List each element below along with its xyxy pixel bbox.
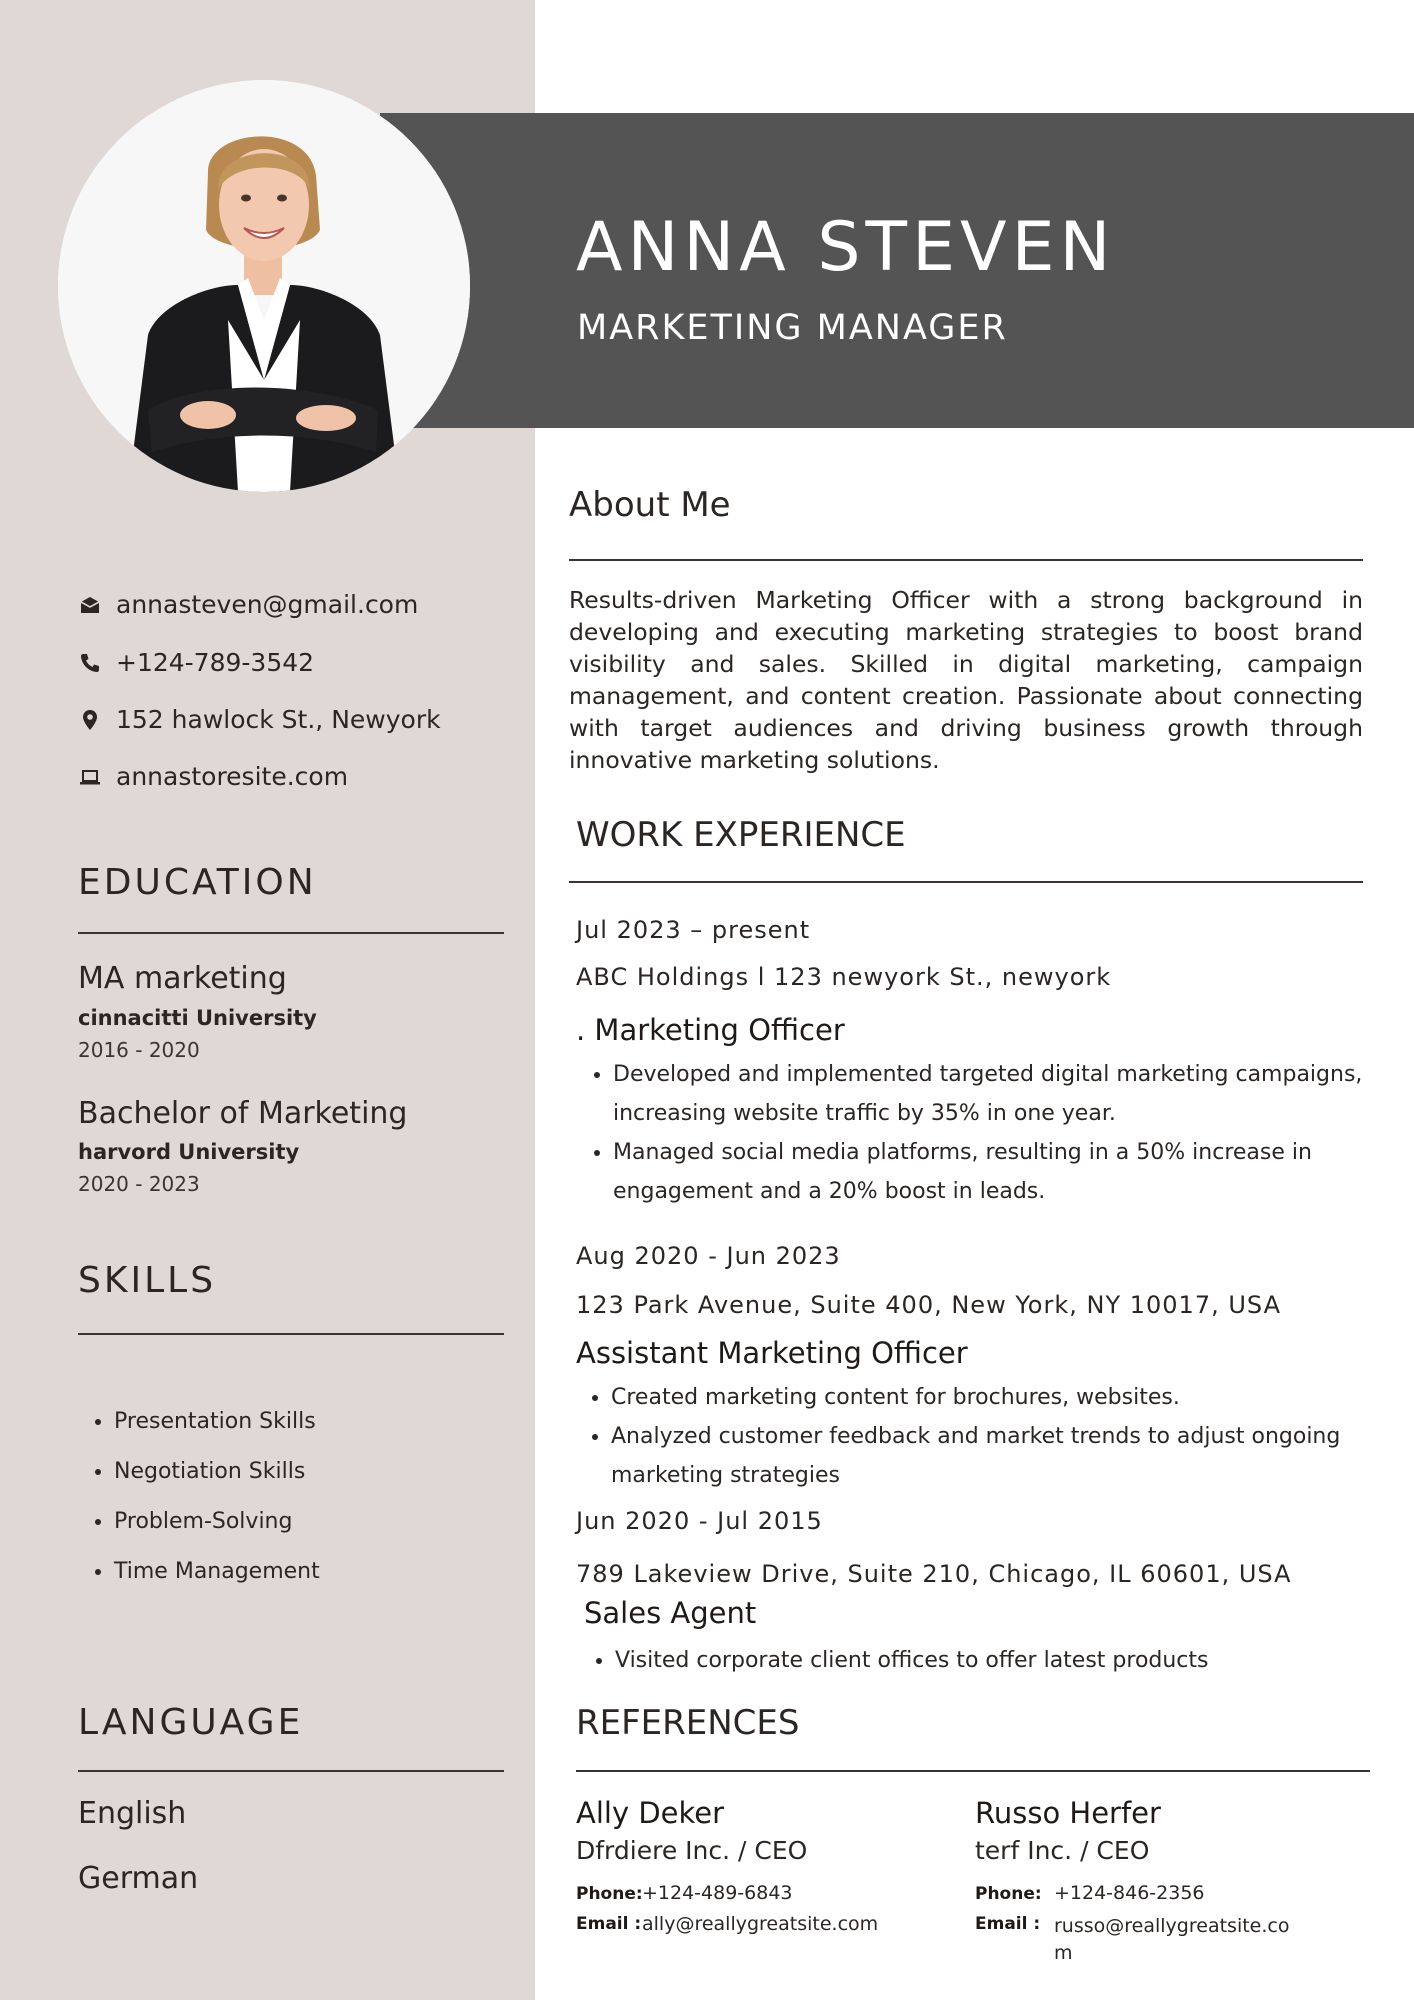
reference-company: terf Inc. / CEO <box>975 1836 1150 1865</box>
work-experience-divider <box>569 881 1363 883</box>
location-pin-icon <box>78 708 102 732</box>
job-bullets <box>615 1641 1375 1680</box>
about-divider <box>569 559 1363 561</box>
language-item: English <box>78 1796 187 1831</box>
reference-phone[interactable]: +124-846-2356 <box>1054 1882 1205 1904</box>
language-divider <box>78 1770 504 1772</box>
job-company: ABC Holdings l 123 newyork St., newyork <box>576 963 1112 991</box>
education-years: 2020 - 2023 <box>78 1172 200 1196</box>
job-date: Jul 2023 – present <box>576 916 811 944</box>
skill-item: • Time Management <box>114 1556 320 1606</box>
language-item: German <box>78 1861 199 1896</box>
reference-email-label: Email : <box>975 1914 1041 1934</box>
job-bullet: • Visited corporate client offices to offer latest products <box>615 1641 1375 1680</box>
envelope-icon <box>78 593 102 617</box>
reference-company: Dfrdiere Inc. / CEO <box>576 1836 808 1865</box>
job-company: 789 Lakeview Drive, Suite 210, Chicago, IL 60601, USA <box>576 1560 1292 1588</box>
candidate-role: MARKETING MANAGER <box>577 308 1008 348</box>
education-school: harvord University <box>78 1140 300 1164</box>
reference-email-label: Email : <box>576 1914 642 1934</box>
job-bullet: • Analyzed customer feedback and market trends to adjust ongoing marketing strategies <box>611 1417 1371 1495</box>
phone-icon <box>78 651 102 675</box>
job-bullet: • Managed social media platforms, resulting in a 50% increase in engagement and a 20% boost in leads. <box>613 1133 1373 1211</box>
contact-phone[interactable] <box>78 648 314 677</box>
skills-heading: SKILLS <box>78 1260 217 1301</box>
skills-list <box>114 1406 320 1606</box>
job-bullet: • Developed and implemented targeted digital marketing campaigns, increasing website traffic by 35% in one year. <box>613 1055 1373 1133</box>
education-divider <box>78 932 504 934</box>
contact-phone-text: +124-789-3542 <box>116 648 315 677</box>
references-heading: REFERENCES <box>576 1703 800 1743</box>
skill-item: • Presentation Skills <box>114 1406 320 1456</box>
job-date: Aug 2020 - Jun 2023 <box>576 1242 841 1270</box>
contact-address-text: 152 hawlock St., Newyork <box>116 705 441 734</box>
contact-website[interactable] <box>78 762 348 791</box>
education-heading: EDUCATION <box>78 862 317 903</box>
about-text: Results-driven Marketing Officer with a strong background in developing and executing marketing strategies to boost brand visibility and sales. Skilled in digital marketing, campaign management, and content creation. Passionate about connecting with target audiences and driving business growth through innovative marketing solutions. <box>569 586 1363 774</box>
work-experience-heading: WORK EXPERIENCE <box>576 815 906 855</box>
job-bullet: • Created marketing content for brochures, websites. <box>611 1378 1371 1417</box>
reference-phone-label: Phone: <box>576 1884 643 1904</box>
candidate-name: ANNA STEVEN <box>576 208 1116 287</box>
reference-name: Russo Herfer <box>975 1796 1161 1830</box>
job-bullets <box>613 1055 1373 1211</box>
skill-item: • Negotiation Skills <box>114 1456 320 1506</box>
education-years: 2016 - 2020 <box>78 1038 200 1062</box>
job-title: Assistant Marketing Officer <box>576 1336 968 1370</box>
job-bullets <box>611 1378 1371 1495</box>
contact-website-text: annastoresite.com <box>116 762 349 791</box>
contact-email[interactable] <box>78 590 418 619</box>
reference-phone[interactable]: +124-489-6843 <box>642 1882 793 1904</box>
reference-name: Ally Deker <box>576 1796 725 1830</box>
job-title: Sales Agent <box>584 1596 757 1630</box>
contact-address <box>78 705 441 734</box>
education-school: cinnacitti University <box>78 1006 317 1030</box>
profile-photo <box>58 80 470 492</box>
about-heading: About Me <box>569 485 731 525</box>
reference-email[interactable]: ally@reallygreatsite.com <box>642 1913 879 1935</box>
job-company: 123 Park Avenue, Suite 400, New York, NY 10017, USA <box>576 1291 1282 1319</box>
language-heading: LANGUAGE <box>78 1702 304 1743</box>
education-degree: MA marketing <box>78 961 287 996</box>
laptop-icon <box>78 765 102 789</box>
job-title: . Marketing Officer <box>576 1013 845 1047</box>
job-date: Jun 2020 - Jul 2015 <box>576 1507 823 1535</box>
skill-item: • Problem-Solving <box>114 1506 320 1556</box>
references-divider <box>576 1770 1370 1772</box>
skills-divider <box>78 1333 504 1335</box>
contact-email-text: annasteven@gmail.com <box>116 590 419 619</box>
reference-phone-label: Phone: <box>975 1884 1042 1904</box>
education-degree: Bachelor of Marketing <box>78 1096 408 1131</box>
reference-email[interactable]: russo@reallygreatsite.co m <box>1054 1915 1290 1964</box>
